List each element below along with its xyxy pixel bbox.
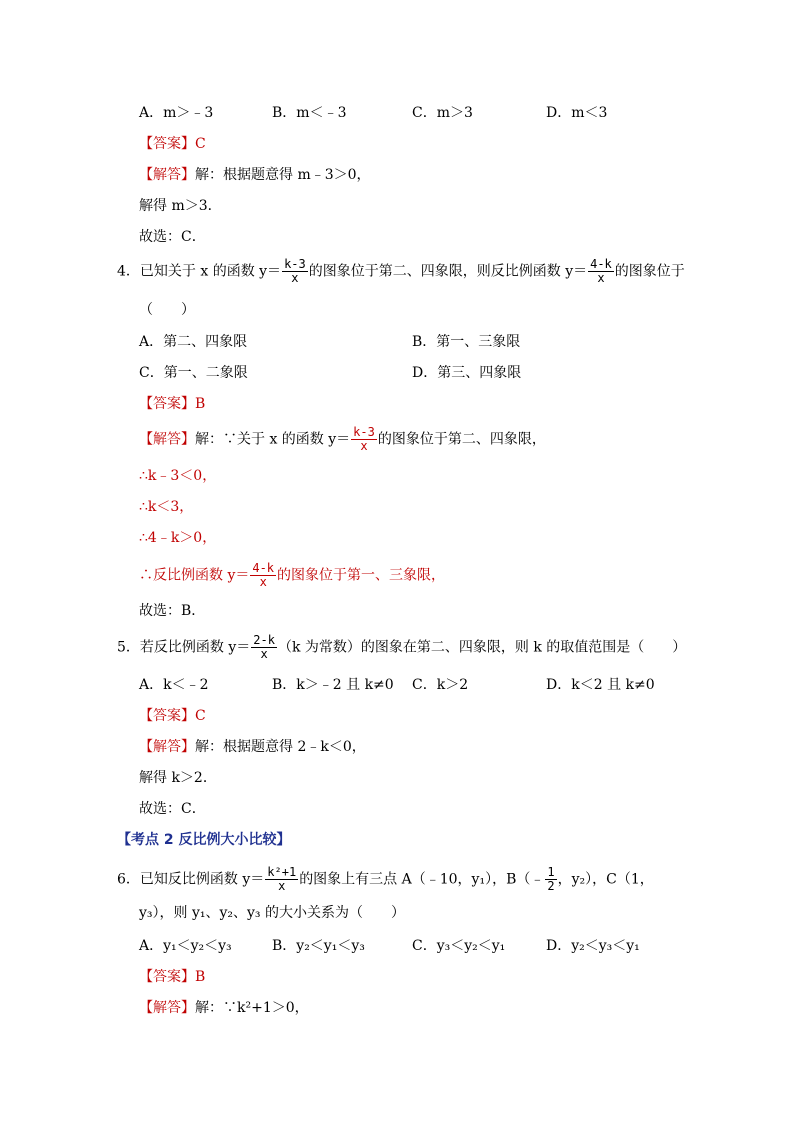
q6-stem: 6．已知反比例函数 y＝ $\frac{\text{k²+1}}{x}$ 的图象上有三点 A（﹣10，y₁），B（﹣ $\frac{1}{2}$ ，y₂），C（1， [117,865,654,893]
q4-fraction-2 [588,258,614,285]
q4-fraction-1-den: x [291,271,299,285]
q5-solution-step: 解得 k＞2． [139,770,217,786]
q5-stem-suffix: （k 为常数）的图象在第二、四象限，则 k 的取值范围是（ ） [277,639,687,656]
q4-solution-step-4 [139,562,445,589]
q5-answer [139,707,206,725]
q4-option-d: D．第三、四象限 [412,365,522,381]
section-heading: 【考点 2 反比例大小比较】 [117,832,291,848]
q4-sol1-prefix: 解：∵关于 x 的函数 y＝ [195,431,351,448]
answer-tag: 【答案】 [139,136,195,152]
q4-stem [117,258,685,285]
q4-sol1-suffix: 的图象位于第二、四象限， [377,431,546,448]
q6-solution [139,999,309,1017]
q4-fraction-2-den: x [597,271,605,285]
q4-sol-fraction-1-den: x [360,439,368,453]
answer-value: C [195,708,206,724]
q4-stem-prefix: 4．已知关于 x 的函数 y＝ [117,263,282,280]
q5-option-d: D．k＜2 且 k≠0 [546,677,655,693]
q6-fraction-den: x [278,879,286,893]
q5-solution [139,738,366,756]
q6-option-a: A．y₁＜y₂＜y₃ [139,938,232,954]
q4-solution [139,426,546,453]
answer-value: B [195,396,206,412]
q4-sol-fraction-2-num: 4-k [252,561,275,575]
q6-option-c: C．y₃＜y₂＜y₁ [412,938,506,954]
answer-value: B [195,969,206,985]
q4-solution-step-3: ∴4﹣k＞0， [139,530,217,546]
q4-option-b: B．第一、三象限 [412,334,521,350]
q4-fraction-1-num: k-3 [284,257,306,271]
answer-tag: 【答案】 [139,396,195,412]
solution-text: 解：∵k²+1＞0， [195,1000,309,1016]
q6-option-d: D．y₂＜y₃＜y₁ [546,938,640,954]
answer-tag: 【答案】 [139,708,195,724]
q6-stem-mid2: ，y₂），C（1， [557,871,654,888]
solution-text: 解：根据题意得 2﹣k＜0， [195,739,366,755]
q5-fraction-den: x [260,647,268,661]
answer-tag: 【答案】 [139,969,195,985]
solution-tag: 【解答】 [139,1000,195,1016]
q4-stem-suffix: 的图象位于 [614,263,685,280]
q6-answer [139,968,205,986]
q5-stem [117,634,686,661]
q4-sol-fraction-1-num: k-3 [353,425,375,439]
q4-answer [139,395,205,413]
q6-point-fraction-den: 2 [547,879,555,893]
q4-fraction-2-num: 4-k [590,257,612,271]
q6-fraction [265,866,298,893]
q5-stem-prefix: 5．若反比例函数 y＝ [117,639,251,656]
q4-sol-fraction-1 [351,426,377,453]
q4-sol-fraction-2-den: x [259,575,267,589]
q3-solution-step: 解得 m＞3． [139,198,222,214]
q4-option-c: C．第一、二象限 [139,365,248,381]
q4-stem-mid: 的图象位于第二、四象限，则反比例函数 y＝ [308,263,588,280]
q4-option-a: A．第二、四象限 [139,334,248,350]
q6-fraction-num: k²+1 [267,865,297,879]
q3-answer [139,135,206,153]
q4-blank: （ ） [139,302,195,318]
q4-solution-step-2: ∴k＜3， [139,499,194,515]
q4-choice: 故选：B． [139,603,206,619]
q6-stem-line2: y₃），则 y₁、y₂、y₃ 的大小关系为（ ） [139,905,405,921]
q3-solution [139,166,371,184]
q5-option-c: C．k＞2 [412,677,469,693]
q3-option-a: A．m＞﹣3 [139,105,214,121]
q4-sol-fraction-2 [250,562,276,589]
answer-value: C [195,136,206,152]
q5-choice: 故选：C． [139,801,206,817]
q6-point-fraction [545,866,556,893]
q3-option-d: D．m＜3 [546,105,608,121]
q6-option-b: B．y₂＜y₁＜y₃ [272,938,365,954]
q5-fraction-num: 2-k [253,633,275,647]
q4-sol5-suffix: 的图象位于第一、三象限， [277,567,446,584]
q4-solution-step-1: ∴k﹣3＜0， [139,468,217,484]
q5-fraction [251,634,277,661]
q3-option-c: C．m＞3 [412,105,473,121]
q6-stem-mid: 的图象上有三点 A（﹣10，y₁），B（ [299,871,531,888]
q3-choice: 故选：C． [139,229,206,245]
q5-option-a: A．k＜﹣2 [139,677,209,693]
q6-point-fraction-num: 1 [547,865,555,879]
q5-option-b: B．k＞﹣2 且 k≠0 [272,677,394,693]
q4-fraction-1 [282,258,308,285]
q4-sol5-prefix: ∴反比例函数 y＝ [139,567,250,584]
q3-option-b: B．m＜﹣3 [272,105,347,121]
q6-stem-prefix: 6．已知反比例函数 y＝ [117,871,265,888]
solution-tag: 【解答】 [139,167,195,183]
solution-text: 解：根据题意得 m﹣3＞0， [195,167,371,183]
solution-tag: 【解答】 [139,431,195,448]
solution-tag: 【解答】 [139,739,195,755]
